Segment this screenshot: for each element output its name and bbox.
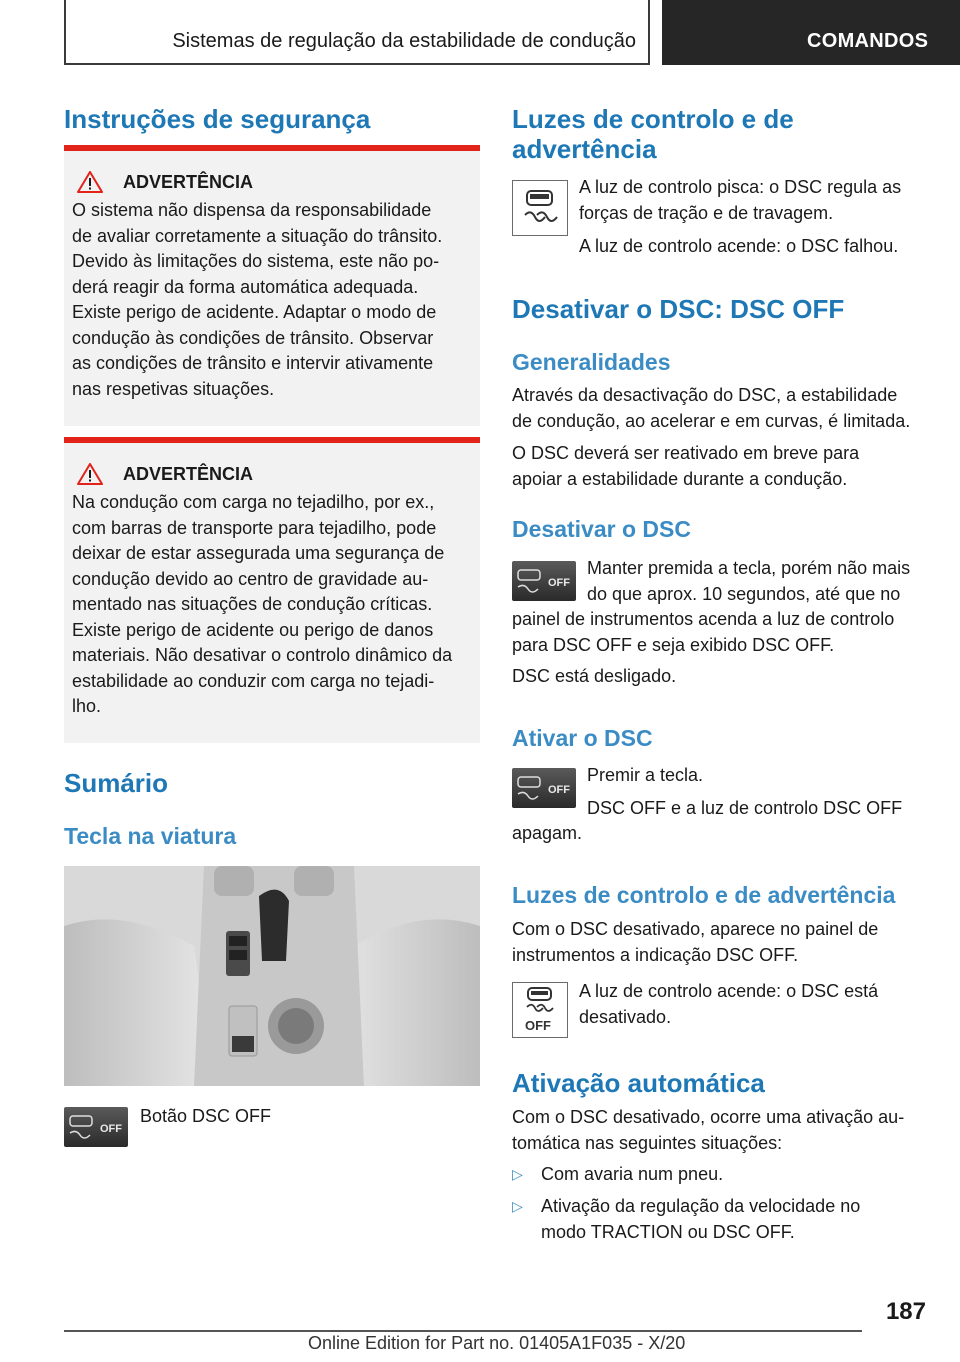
header-title: Sistemas de regulação da estabilidade de condução	[172, 30, 636, 52]
heading-control-lights	[512, 104, 794, 164]
heading-auto-activation: Ativação automática	[512, 1068, 765, 1098]
activate-text-wrap: apagam.	[512, 823, 583, 843]
deactivate-text	[512, 607, 894, 658]
text-line: apoiar a estabilidade durante a condução.	[512, 468, 848, 489]
warning-box-2	[64, 437, 480, 743]
list-item-text: Com avaria num pneu.	[541, 1164, 724, 1184]
dsc-off-button-image	[512, 561, 576, 601]
dsc-off-car-skid-icon	[512, 561, 576, 601]
lights2-paragraph	[512, 917, 878, 968]
dsc-off-car-skid-icon	[512, 768, 576, 808]
general-paragraph-1	[512, 383, 910, 434]
dsc-off-button-text: OFF	[100, 1123, 122, 1135]
warning-triangle-icon	[77, 171, 103, 193]
heading-key-in-vehicle: Tecla na viatura	[64, 823, 237, 849]
text-line: painel de instrumentos acenda a luz de controlo	[512, 609, 895, 629]
text-line: para DSC OFF e seja exibido DSC OFF.	[512, 634, 835, 655]
warning-2-line: condução devido ao centro de gravidade au-	[72, 568, 429, 589]
heading-deactivate-dsc: Desativar o DSC	[512, 516, 691, 542]
warning-1-line: nas respetivas situações.	[72, 378, 275, 399]
text-line: A luz de controlo acende: o DSC falhou.	[579, 236, 899, 256]
dsc-off-car-skid-icon	[64, 1107, 128, 1147]
warning-1-line: Devido às limitações do sistema, este não po-	[72, 251, 440, 271]
warning-label-1: ADVERTÊNCIA	[123, 172, 254, 192]
heading-line: advertência	[512, 134, 657, 164]
heading-general: Generalidades	[512, 349, 671, 375]
warning-2-line: Na condução com carga no tejadilho, por ex.,	[72, 492, 435, 512]
warning-1-line: derá reagir da forma automática adequada.	[72, 276, 419, 297]
heading-control-lights-2: Luzes de controlo e de advertência	[512, 882, 896, 908]
header-section-label: COMANDOS	[807, 30, 929, 52]
auto-paragraph	[512, 1105, 904, 1156]
warning-header-2	[77, 461, 472, 487]
warning-box-1	[64, 145, 480, 426]
lights2-icon-text	[579, 979, 878, 1030]
header-section-tab[interactable]	[662, 0, 960, 65]
button-caption: Botão DSC OFF	[140, 1106, 272, 1126]
footer-edition: Online Edition for Part no. 01405A1F035 - X/20	[308, 1333, 686, 1353]
center-console-illustration	[64, 866, 480, 1086]
car-skid-off-icon	[513, 983, 566, 1036]
warning-text-1	[72, 198, 472, 402]
warning-label-2: ADVERTÊNCIA	[123, 464, 254, 484]
warning-1-line: de avaliar corretamente a situação do trânsito.	[72, 225, 443, 246]
warning-1-line: Existe perigo de acidente. Adaptar o modo de	[72, 302, 437, 322]
text-line: desativado.	[579, 1006, 672, 1027]
text-line: do que aprox. 10 segundos, até que no	[587, 583, 901, 604]
text-line: O DSC deverá ser reativado em breve para	[512, 443, 860, 463]
text-line: DSC OFF e a luz de controlo DSC OFF	[587, 797, 903, 818]
list-item	[512, 1162, 723, 1188]
deactivate-text-indented	[587, 556, 910, 607]
text-line: Manter premida a tecla, porém não mais	[587, 558, 911, 578]
text-line: Com o DSC desativado, ocorre uma ativação au-	[512, 1107, 905, 1127]
icon-off-text: OFF	[525, 1018, 551, 1033]
deactivate-result: DSC está desligado.	[512, 666, 677, 686]
text-line: de condução, ao acelerar e em curvas, é limitada.	[512, 410, 911, 431]
warning-2-line: mentado nas situações de condução críticas.	[72, 594, 433, 614]
warning-2-line: Existe perigo de acidente ou perigo de danos	[72, 619, 434, 640]
general-paragraph-2	[512, 441, 859, 492]
text-line: Premir a tecla.	[587, 765, 704, 785]
text-line: Através da desactivação do DSC, a estabilidade	[512, 385, 898, 405]
text-line: tomática nas seguintes situações:	[512, 1132, 783, 1153]
list-item-text: Ativação da regulação da velocidade no	[541, 1196, 861, 1216]
warning-2-line: estabilidade ao conduzir com carga no tejadi-	[72, 670, 435, 691]
warning-text-2	[72, 490, 472, 720]
triangle-bullet-icon: ▷	[512, 1198, 523, 1214]
heading-summary: Sumário	[64, 768, 169, 798]
text-line: A luz de controlo acende: o DSC está	[579, 981, 879, 1001]
list-item	[512, 1194, 860, 1245]
heading-activate-dsc: Ativar o DSC	[512, 725, 653, 751]
center-console-photo	[64, 866, 480, 1086]
lights-description	[579, 175, 901, 260]
dsc-off-button-image	[64, 1107, 128, 1147]
dsc-off-light-icon	[512, 982, 568, 1038]
dsc-off-button-text: OFF	[548, 784, 570, 796]
heading-line: Luzes de controlo e de	[512, 104, 794, 134]
list-item-text: modo TRACTION ou DSC OFF.	[541, 1221, 795, 1242]
heading-safety: Instruções de segurança	[64, 104, 371, 134]
page-number: 187	[885, 1298, 926, 1325]
warning-2-line: com barras de transporte para tejadilho, pode	[72, 517, 437, 538]
activate-text-indented	[587, 763, 902, 821]
text-line: instrumentos a indicação DSC OFF.	[512, 944, 799, 965]
dsc-off-button-text: OFF	[548, 577, 570, 589]
dsc-warning-light-icon	[512, 180, 568, 236]
dsc-off-button-image	[512, 768, 576, 808]
warning-2-line: deixar de estar assegurada uma segurança de	[72, 543, 445, 563]
warning-1-line: condução às condições de trânsito. Observar	[72, 327, 434, 348]
warning-1-line: as condições de trânsito e intervir ativamente	[72, 353, 434, 373]
warning-header-1	[77, 169, 472, 195]
warning-2-line: materiais. Não desativar o controlo dinâmico da	[72, 645, 453, 665]
triangle-bullet-icon: ▷	[512, 1166, 523, 1182]
warning-1-line: O sistema não dispensa da responsabilidade	[72, 200, 432, 220]
header-frame	[64, 0, 650, 65]
car-skid-icon	[513, 181, 566, 234]
text-line: A luz de controlo pisca: o DSC regula as	[579, 177, 902, 197]
heading-dsc-off: Desativar o DSC: DSC OFF	[512, 294, 845, 324]
warning-2-line: lho.	[72, 696, 102, 716]
warning-triangle-icon	[77, 463, 103, 485]
text-line: Com o DSC desativado, aparece no painel de	[512, 919, 879, 939]
text-line: forças de tração e de travagem.	[579, 202, 834, 223]
footer-divider	[64, 1330, 862, 1332]
